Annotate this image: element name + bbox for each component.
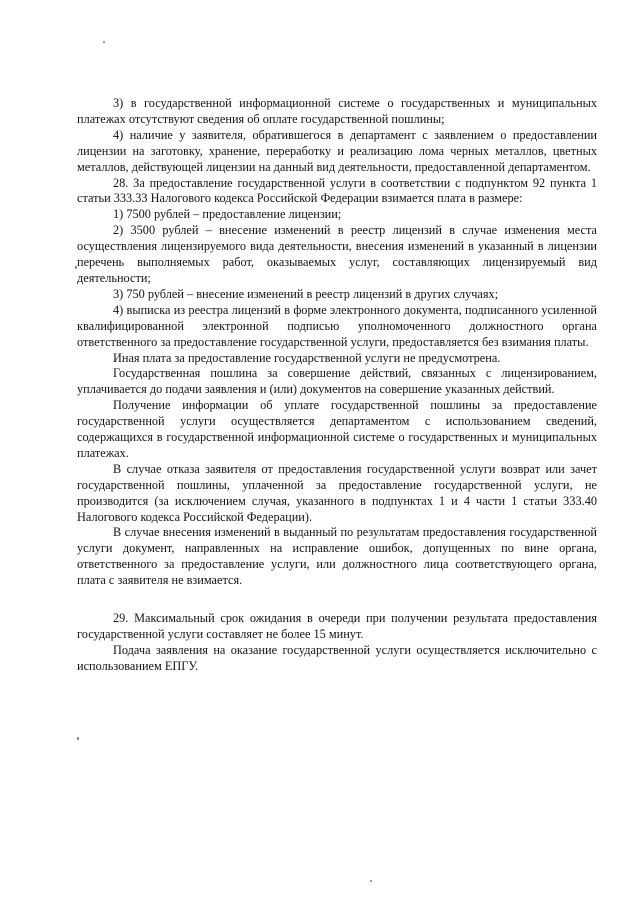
paragraph: 28. За предоставление государственной услуги в соответствии с подпунктом 92 пункта 1 статьи 333.33 Налогового кодекса Российской Федерации взимается плата в размере: (77, 175, 597, 206)
scan-speck (77, 737, 79, 740)
paragraph: 4) выписка из реестра лицензий в форме электронного документа, подписанного усиленной квалифицированной электронной подписью уполномоченного должностного органа ответственного за предоставление государственной услуги, предоставляется без взимания платы. (77, 302, 597, 349)
paragraph: 2) 3500 рублей – внесение изменений в реестр лицензий в случае изменения места осуществления лицензируемого вида деятельности, внесения изменений в указанный в лицензии перечень выполняемых работ, оказываемых услуг, составляющих лицензируемый вид деятельности; (77, 223, 597, 285)
paragraph: Подача заявления на оказание государственной услуги осуществляется исключительно с использованием ЕПГУ. (77, 642, 597, 673)
paragraph: 1) 7500 рублей – предоставление лицензии; (113, 207, 342, 222)
paragraph: Получение информации об уплате государственной пошлины за предоставление государственной услуги осуществляется департаментом с использованием сведений, содержащихся в государственной информационной системе о государственных и муниципальных платежах. (77, 398, 597, 460)
paragraph: Иная плата за предоставление государственной услуги не предусмотрена. (113, 350, 501, 365)
paragraph: Государственная пошлина за совершение действий, связанных с лицензированием, уплачивается до подачи заявления и (или) документов на совершение указанных действий. (77, 366, 597, 397)
document-body (77, 96, 597, 675)
scan-speck (370, 880, 372, 882)
paragraph: 3) 750 рублей – внесение изменений в реестр лицензий в других случаях; (113, 286, 499, 301)
paragraph: 4) наличие у заявителя, обратившегося в департамент с заявлением о предоставлении лицензии на заготовку, хранение, переработку и реализацию лома черных металлов, цветных металлов, действующей лицензии на данный вид деятельности, предоставленной департаментом. (77, 127, 597, 174)
paragraph: 3) в государственной информационной системе о государственных и муниципальных платежах отсутствуют сведения об оплате государственной пошлины; (77, 96, 597, 126)
paragraph: 29. Максимальный срок ожидания в очереди при получении результата предоставления государственной услуги составляет не более 15 минут. (77, 611, 597, 641)
paragraph: В случае внесения изменений в выданный по результатам предоставления государственной услуги документ, направленных на исправление ошибок, допущенных по вине органа, ответственного за предоставление услуги, или должностного лица соответствующего органа, плата с заявителя не взимается. (77, 525, 597, 588)
paragraph: В случае отказа заявителя от предоставления государственной услуги возврат или зачет государственной пошлины, уплаченной за предоставление государственной услуги, не производится (за исключением случая, указанного в подпунктах 1 и 4 части 1 статьи 333.40 Налогового кодекса Российской Федерации). (77, 461, 597, 524)
section-gap (77, 589, 597, 611)
scan-speck (103, 41, 105, 43)
